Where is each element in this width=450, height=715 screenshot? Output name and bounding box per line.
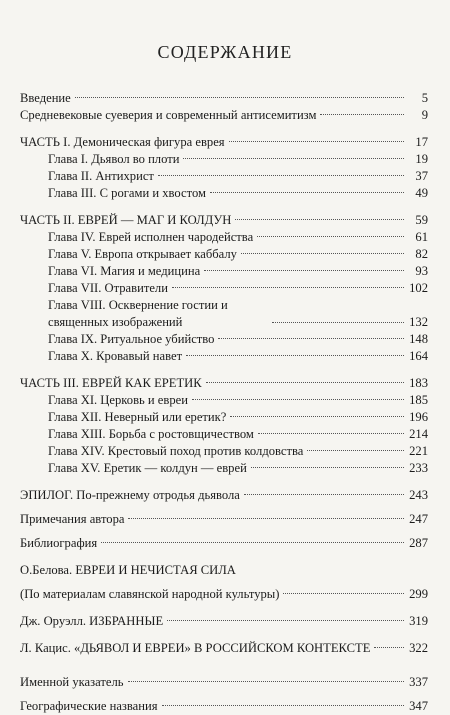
- toc-entry-medieval-superstitions: [20, 107, 428, 124]
- toc-page-number: 287: [409, 536, 428, 550]
- toc-page-number: 164: [409, 349, 428, 363]
- toc-chapter: [20, 443, 428, 460]
- toc-entry-text: (По материалам славянской народной культуры): [20, 587, 280, 601]
- toc-chapter: [20, 229, 428, 246]
- toc-author-notes: [20, 511, 428, 528]
- toc-epilogue: [20, 487, 428, 504]
- toc-chapter: [20, 151, 428, 168]
- dot-leader: [229, 141, 404, 142]
- toc-chapter: [20, 426, 428, 443]
- toc-chapter: [20, 331, 428, 348]
- toc-chapter: [20, 409, 428, 426]
- toc-page-number: 183: [409, 376, 428, 390]
- toc-page-number: 299: [409, 587, 428, 601]
- toc-chapter: [20, 348, 428, 365]
- toc-page-number: 233: [409, 461, 428, 475]
- toc-entry-text: Глава VIII. Осквернение гостии и священных изображений: [48, 298, 228, 329]
- toc-page-number: 49: [415, 186, 428, 200]
- toc-entry-text: Введение: [20, 91, 71, 105]
- toc-entry-text: Глава XI. Церковь и евреи: [48, 393, 188, 407]
- toc-page-number: 19: [415, 152, 428, 166]
- toc-page-number: 5: [421, 91, 428, 105]
- dot-leader: [172, 287, 404, 288]
- toc-geographic-names: [20, 698, 428, 715]
- dot-leader: [128, 518, 404, 519]
- dot-leader: [204, 270, 404, 271]
- toc-entry-text: Глава VII. Отравители: [48, 281, 168, 295]
- dot-leader: [210, 192, 404, 193]
- toc-page-number: 243: [409, 488, 428, 502]
- dot-leader: [230, 416, 404, 417]
- toc-entry-text: ЧАСТЬ II. ЕВРЕЙ — МАГ И КОЛДУН: [20, 213, 232, 227]
- toc-entry-text: Глава II. Антихрист: [48, 169, 154, 183]
- dot-leader: [283, 593, 404, 594]
- toc-page-number: 337: [409, 675, 428, 689]
- toc-entry-text: Библиография: [20, 536, 98, 550]
- toc-entry-text: Л. Кацис. «ДЬЯВОЛ И ЕВРЕИ» В РОССИЙСКОМ КОНТЕКСТЕ: [20, 641, 371, 655]
- toc-entry-text: Глава III. С рогами и хвостом: [48, 186, 206, 200]
- toc-page-number: 17: [415, 135, 428, 149]
- toc-entry-text: Географические названия: [20, 699, 158, 713]
- toc-chapter: [20, 392, 428, 409]
- toc-bibliography: [20, 535, 428, 552]
- toc-katsis: [20, 640, 428, 657]
- dot-leader: [374, 647, 404, 648]
- toc-orwell: [20, 613, 428, 630]
- toc-chapter: [20, 168, 428, 185]
- toc-entry-text: Дж. Оруэлл. ИЗБРАННЫЕ: [20, 614, 164, 628]
- dot-leader: [158, 175, 404, 176]
- toc-page-number: 37: [415, 169, 428, 183]
- dot-leader: [101, 542, 404, 543]
- toc-chapter: [20, 460, 428, 477]
- dot-leader: [167, 620, 404, 621]
- toc-entry-text: Глава X. Кровавый навет: [48, 349, 183, 363]
- toc-entry-text: ЧАСТЬ III. ЕВРЕЙ КАК ЕРЕТИК: [20, 376, 202, 390]
- toc-chapter: [20, 280, 428, 297]
- toc-entry-text: О.Белова. ЕВРЕИ И НЕЧИСТАЯ СИЛА: [20, 563, 236, 577]
- toc-page-number: 132: [409, 315, 428, 329]
- dot-leader: [241, 253, 404, 254]
- dot-leader: [186, 355, 404, 356]
- dot-leader: [235, 219, 404, 220]
- dot-leader: [258, 433, 404, 434]
- toc-page-number: 82: [415, 247, 428, 261]
- toc-belova-title: [20, 562, 428, 579]
- toc-page-number: 93: [415, 264, 428, 278]
- dot-leader: [272, 322, 404, 323]
- toc-entry-text: ЭПИЛОГ. По-прежнему отродья дьявола: [20, 488, 240, 502]
- dot-leader: [128, 681, 405, 682]
- toc-entry-text: Глава VI. Магия и медицина: [48, 264, 201, 278]
- toc-page-number: 59: [415, 213, 428, 227]
- toc-chapter: [20, 185, 428, 202]
- dot-leader: [320, 114, 404, 115]
- dot-leader: [192, 399, 404, 400]
- toc-entry-text: Примечания автора: [20, 512, 125, 526]
- dot-leader: [257, 236, 404, 237]
- toc-chapter: [20, 263, 428, 280]
- toc-belova-subtitle: [20, 586, 428, 603]
- dot-leader: [307, 450, 404, 451]
- toc-entry-text: Глава IX. Ритуальное убийство: [48, 332, 215, 346]
- toc-part-3: [20, 375, 428, 392]
- toc-entry-text: Глава XII. Неверный или еретик?: [48, 410, 227, 424]
- toc-page-number: 347: [409, 699, 428, 713]
- dot-leader: [206, 382, 404, 383]
- toc-page-number: 319: [409, 614, 428, 628]
- table-of-contents: [20, 90, 428, 715]
- toc-page-number: 9: [421, 108, 428, 122]
- toc-page-number: 61: [415, 230, 428, 244]
- toc-entry-text: Глава XIII. Борьба с ростовщичеством: [48, 427, 254, 441]
- toc-chapter: [20, 246, 428, 263]
- page-title: СОДЕРЖАНИЕ: [157, 42, 293, 62]
- toc-entry-text: Глава I. Дьявол во плоти: [48, 152, 180, 166]
- toc-entry-text: Глава XIV. Крестовый поход против колдовства: [48, 444, 304, 458]
- toc-part-1: [20, 134, 428, 151]
- toc-chapter: [20, 297, 428, 331]
- toc-entry-text: ЧАСТЬ I. Демоническая фигура еврея: [20, 135, 225, 149]
- dot-leader: [244, 494, 404, 495]
- toc-entry-text: Глава XV. Еретик — колдун — еврей: [48, 461, 247, 475]
- dot-leader: [75, 97, 404, 98]
- toc-entry-text: Средневековые суеверия и современный антисемитизм: [20, 108, 317, 122]
- dot-leader: [251, 467, 404, 468]
- dot-leader: [218, 338, 404, 339]
- toc-page-number: 221: [409, 444, 428, 458]
- toc-entry-text: Именной указатель: [20, 675, 124, 689]
- toc-page-number: 196: [409, 410, 428, 424]
- toc-entry-text: Глава IV. Еврей исполнен чародейства: [48, 230, 254, 244]
- dot-leader: [162, 705, 404, 706]
- dot-leader: [183, 158, 404, 159]
- toc-page-number: 102: [409, 281, 428, 295]
- toc-name-index: [20, 674, 428, 691]
- toc-page-number: 185: [409, 393, 428, 407]
- toc-page-number: 322: [409, 641, 428, 655]
- toc-page-number: 247: [409, 512, 428, 526]
- toc-page-number: 214: [409, 427, 428, 441]
- toc-entry-introduction: [20, 90, 428, 107]
- toc-page-number: 148: [409, 332, 428, 346]
- toc-part-2: [20, 212, 428, 229]
- toc-entry-text: Глава V. Европа открывает каббалу: [48, 247, 237, 261]
